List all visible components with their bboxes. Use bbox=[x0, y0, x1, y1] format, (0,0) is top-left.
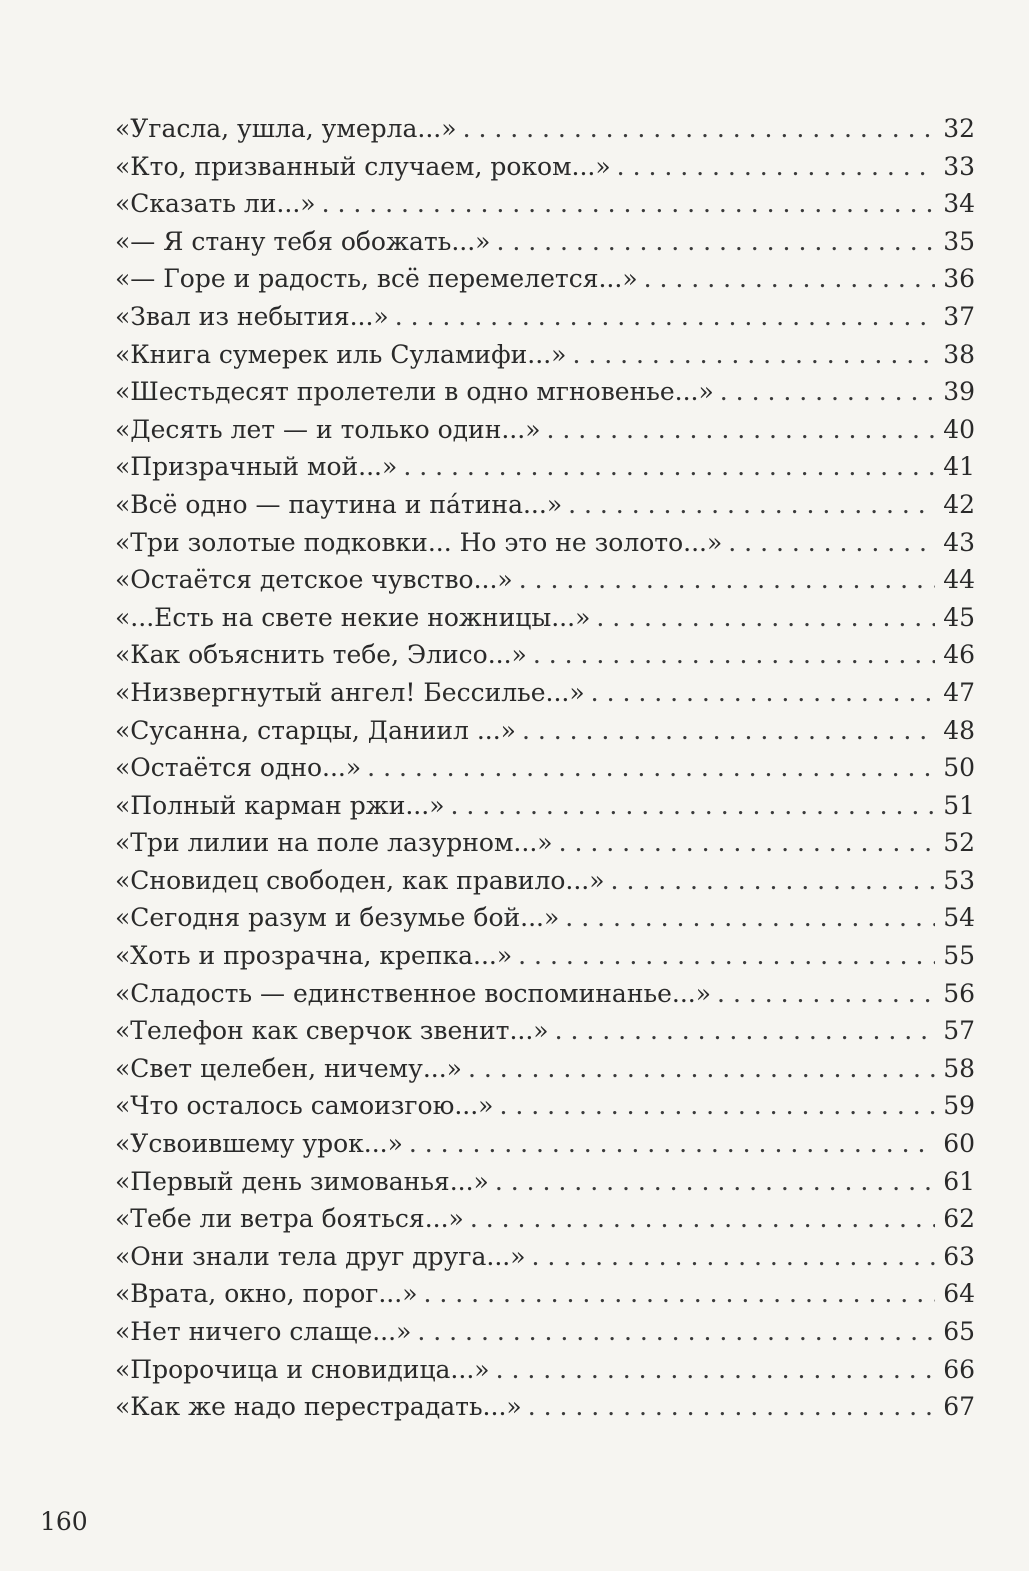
toc-entry bbox=[115, 1125, 975, 1163]
toc-entry-title: «Призрачный мой...» bbox=[115, 452, 398, 482]
toc-entry-title: «Как же надо перестрадать...» bbox=[115, 1392, 522, 1422]
toc-entry-title: «— Я стану тебя обожать...» bbox=[115, 226, 491, 256]
toc-dot-leader bbox=[728, 524, 935, 562]
toc-dot-leader bbox=[559, 824, 935, 862]
toc-entry bbox=[115, 712, 975, 750]
toc-entry bbox=[115, 336, 975, 374]
toc-entry bbox=[115, 148, 975, 186]
toc-entry bbox=[115, 1012, 975, 1050]
toc-dot-leader bbox=[403, 448, 935, 486]
toc-entry-title: «Всё одно — паутина и пáтина...» bbox=[115, 489, 563, 519]
toc-entry-title: «Свет целебен, ничему...» bbox=[115, 1053, 462, 1083]
toc-entry-title: «Сегодня разум и безумье бой...» bbox=[115, 903, 560, 933]
toc-dot-leader bbox=[528, 1388, 935, 1426]
toc-entry bbox=[115, 411, 975, 449]
toc-entry bbox=[115, 185, 975, 223]
toc-entry bbox=[115, 862, 975, 900]
toc-entry-page: 63 bbox=[943, 1241, 975, 1271]
toc-entry-page: 55 bbox=[943, 941, 975, 971]
toc-entry-page: 47 bbox=[943, 677, 975, 707]
toc-entry-page: 50 bbox=[943, 753, 975, 783]
toc-entry bbox=[115, 599, 975, 637]
toc-entry-page: 60 bbox=[943, 1129, 975, 1159]
toc-dot-leader bbox=[522, 712, 935, 750]
toc-entry-title: «Сказать ли...» bbox=[115, 189, 316, 219]
toc-dot-leader bbox=[533, 636, 935, 674]
toc-dot-leader bbox=[496, 1351, 935, 1389]
toc-entry-title: «Остаётся одно...» bbox=[115, 753, 362, 783]
toc-entry-page: 43 bbox=[943, 527, 975, 557]
toc-entry bbox=[115, 937, 975, 975]
toc-entry bbox=[115, 749, 975, 787]
toc-dot-leader bbox=[395, 298, 935, 336]
toc-dot-leader bbox=[519, 561, 935, 599]
toc-dot-leader bbox=[568, 486, 935, 524]
toc-entry-page: 61 bbox=[943, 1166, 975, 1196]
toc-entry-title: «Как объяснить тебе, Элисо...» bbox=[115, 640, 527, 670]
toc-entry bbox=[115, 1087, 975, 1125]
toc-entry-page: 54 bbox=[943, 903, 975, 933]
toc-entry-title: «Сладость — единственное воспоминанье...» bbox=[115, 978, 712, 1008]
toc-entry-page: 42 bbox=[943, 489, 975, 519]
toc-entry-title: «Сновидец свободен, как правило...» bbox=[115, 865, 605, 895]
toc-entry bbox=[115, 824, 975, 862]
toc-entry-page: 44 bbox=[943, 565, 975, 595]
toc-entry-title: «Они знали тела друг друга...» bbox=[115, 1241, 526, 1271]
toc-dot-leader bbox=[451, 787, 936, 825]
toc-entry-page: 38 bbox=[943, 339, 975, 369]
toc-entry bbox=[115, 110, 975, 148]
toc-dot-leader bbox=[499, 1087, 935, 1125]
toc-entry-title: «Три золотые подковки... Но это не золото...» bbox=[115, 527, 723, 557]
toc-entry-page: 39 bbox=[943, 377, 975, 407]
toc-entry bbox=[115, 975, 975, 1013]
toc-dot-leader bbox=[591, 674, 935, 712]
toc-dot-leader bbox=[572, 336, 935, 374]
toc-entry bbox=[115, 373, 975, 411]
toc-entry bbox=[115, 486, 975, 524]
toc-entry bbox=[115, 899, 975, 937]
toc-entry bbox=[115, 1238, 975, 1276]
toc-entry-page: 46 bbox=[943, 640, 975, 670]
toc-entry-title: «Тебе ли ветра бояться...» bbox=[115, 1204, 464, 1234]
toc-entry-page: 56 bbox=[943, 978, 975, 1008]
toc-entry-title: «Звал из небытия...» bbox=[115, 301, 389, 331]
toc-entry bbox=[115, 1200, 975, 1238]
toc-entry bbox=[115, 524, 975, 562]
toc-entry bbox=[115, 787, 975, 825]
toc-dot-leader bbox=[417, 1313, 935, 1351]
toc-dot-leader bbox=[409, 1125, 935, 1163]
toc-entry-title: «— Горе и радость, всё перемелется...» bbox=[115, 264, 638, 294]
toc-entry bbox=[115, 298, 975, 336]
toc-entry-page: 40 bbox=[943, 414, 975, 444]
toc-entry-page: 52 bbox=[943, 828, 975, 858]
toc-dot-leader bbox=[596, 599, 935, 637]
toc-entry-title: «Угасла, ушла, умерла...» bbox=[115, 114, 457, 143]
toc-dot-leader bbox=[644, 260, 935, 298]
toc-dot-leader bbox=[617, 148, 935, 186]
toc-entry-page: 32 bbox=[943, 114, 975, 143]
toc-entry-title: «Хоть и прозрачна, крепка...» bbox=[115, 941, 513, 971]
toc-entry-page: 64 bbox=[943, 1279, 975, 1309]
toc-entry-title: «Пророчица и сновидица...» bbox=[115, 1354, 490, 1384]
toc-entry-title: «Сусанна, старцы, Даниил ...» bbox=[115, 715, 516, 745]
toc-entry-title: «Нет ничего слаще...» bbox=[115, 1317, 412, 1346]
toc-entry bbox=[115, 1275, 975, 1313]
toc-entry bbox=[115, 1050, 975, 1088]
page-number: 160 bbox=[40, 1507, 88, 1536]
toc-entry-title: «Что осталось самоизгою...» bbox=[115, 1091, 494, 1121]
table-of-contents bbox=[115, 110, 975, 1426]
toc-entry-page: 66 bbox=[943, 1354, 975, 1384]
toc-entry-title: «Усвоившему урок...» bbox=[115, 1129, 403, 1159]
toc-entry bbox=[115, 674, 975, 712]
toc-entry-title: «Книга сумерек иль Суламифи...» bbox=[115, 339, 567, 369]
toc-dot-leader bbox=[468, 1050, 935, 1088]
toc-entry-title: «Полный карман ржи...» bbox=[115, 790, 445, 820]
toc-entry-page: 34 bbox=[943, 189, 975, 219]
toc-entry-title: «Шестьдесят пролетели в одно мгновенье...» bbox=[115, 377, 714, 407]
toc-dot-leader bbox=[565, 899, 935, 937]
toc-entry-title: «Врата, окно, порог...» bbox=[115, 1279, 418, 1309]
toc-entry-page: 59 bbox=[943, 1091, 975, 1121]
toc-entry-page: 58 bbox=[943, 1053, 975, 1083]
toc-entry-title: «Первый день зимованья...» bbox=[115, 1166, 489, 1196]
toc-entry bbox=[115, 561, 975, 599]
toc-dot-leader bbox=[496, 223, 935, 261]
toc-entry-page: 62 bbox=[943, 1204, 975, 1234]
toc-dot-leader bbox=[717, 975, 935, 1013]
toc-entry-title: «Кто, призванный случаем, роком...» bbox=[115, 151, 611, 181]
toc-entry-title: «...Есть на свете некие ножницы...» bbox=[115, 602, 591, 632]
toc-entry bbox=[115, 1388, 975, 1426]
toc-entry bbox=[115, 1351, 975, 1389]
toc-dot-leader bbox=[547, 411, 936, 449]
toc-entry-page: 37 bbox=[943, 301, 975, 331]
toc-entry-page: 41 bbox=[943, 452, 975, 482]
toc-entry bbox=[115, 448, 975, 486]
toc-entry-page: 45 bbox=[943, 602, 975, 632]
toc-dot-leader bbox=[720, 373, 935, 411]
toc-dot-leader bbox=[470, 1200, 935, 1238]
toc-entry-title: «Телефон как сверчок звенит...» bbox=[115, 1016, 549, 1046]
toc-entry-page: 48 bbox=[943, 715, 975, 745]
toc-entry-title: «Остаётся детское чувство...» bbox=[115, 565, 513, 595]
toc-dot-leader bbox=[463, 110, 935, 148]
toc-entry bbox=[115, 260, 975, 298]
toc-entry-page: 65 bbox=[943, 1317, 975, 1346]
toc-dot-leader bbox=[495, 1163, 935, 1201]
toc-entry-title: «Низвергнутый ангел! Бессилье...» bbox=[115, 677, 585, 707]
toc-dot-leader bbox=[367, 749, 935, 787]
toc-dot-leader bbox=[424, 1275, 936, 1313]
toc-entry-page: 51 bbox=[943, 790, 975, 820]
toc-dot-leader bbox=[322, 185, 935, 223]
toc-entry-page: 33 bbox=[943, 151, 975, 181]
toc-entry bbox=[115, 223, 975, 261]
toc-entry-page: 36 bbox=[943, 264, 975, 294]
toc-entry-page: 57 bbox=[943, 1016, 975, 1046]
toc-entry-page: 35 bbox=[943, 226, 975, 256]
toc-entry-page: 67 bbox=[943, 1392, 975, 1422]
toc-dot-leader bbox=[532, 1238, 935, 1276]
toc-entry bbox=[115, 636, 975, 674]
toc-entry bbox=[115, 1163, 975, 1201]
toc-entry-page: 53 bbox=[943, 865, 975, 895]
toc-dot-leader bbox=[611, 862, 935, 900]
toc-dot-leader bbox=[518, 937, 935, 975]
toc-entry-title: «Десять лет — и только один...» bbox=[115, 414, 541, 444]
toc-dot-leader bbox=[555, 1012, 935, 1050]
toc-entry bbox=[115, 1313, 975, 1351]
toc-entry-title: «Три лилии на поле лазурном...» bbox=[115, 828, 553, 858]
